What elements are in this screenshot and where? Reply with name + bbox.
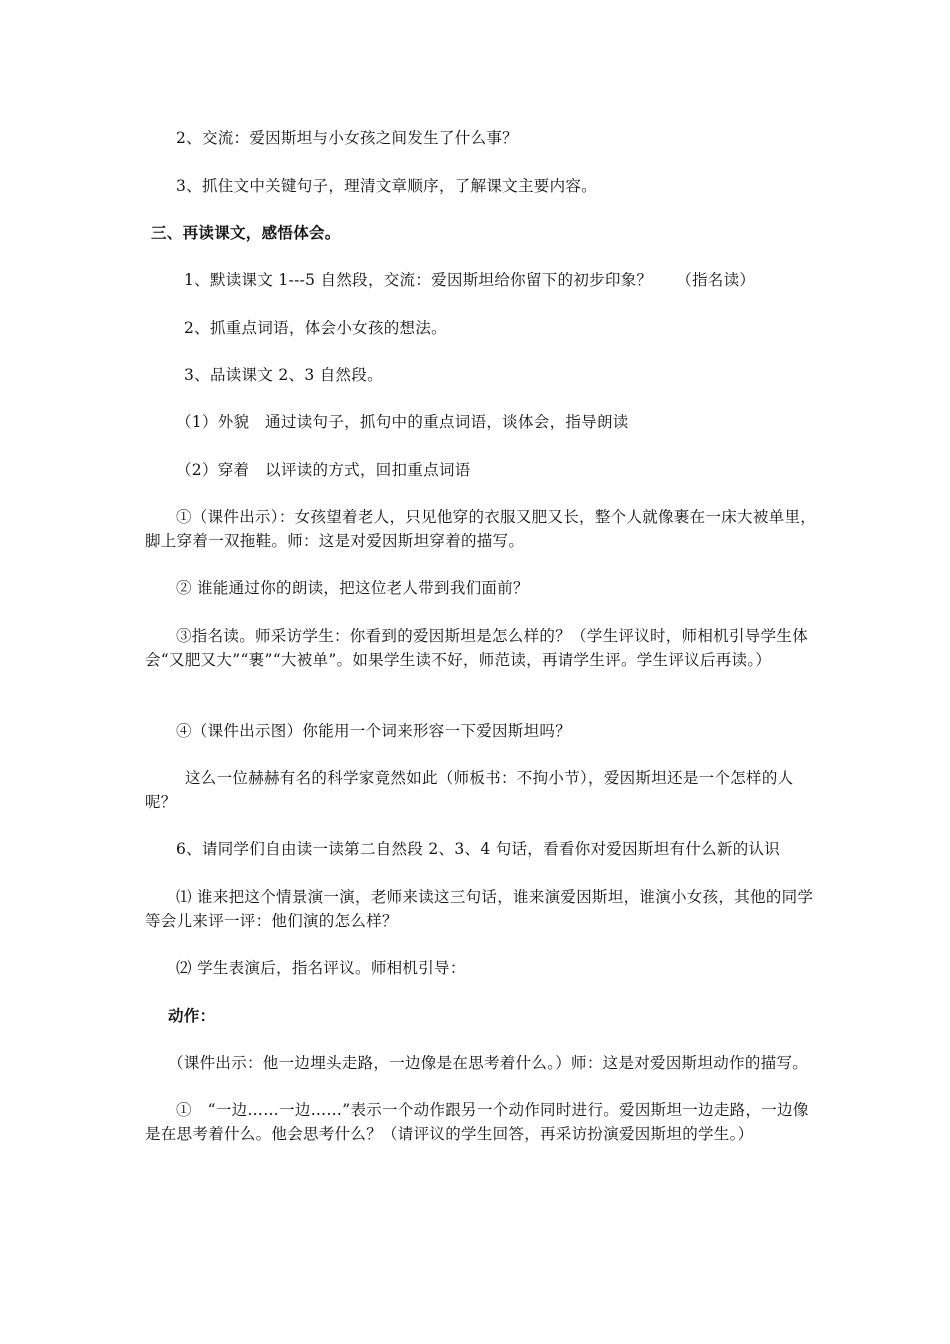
paragraph-courseware-actions: （课件出示：他一边埋头走路，一边像是在思考着什么。）师：这是对爱因斯坦动作的描写。 [168, 1054, 809, 1072]
step-2-key-words: 2、抓重点词语，体会小女孩的想法。 [184, 319, 447, 337]
paragraph-circled-1-courseware: ①（课件出示）：女孩望着老人，只见他穿的衣服又肥又长，整个人就像裹在一床大被单里，脚上穿着一双拖鞋。师：这是对爱因斯坦穿着的描写。 [145, 508, 817, 550]
paragraph-famous-scientist: 这么一位赫赫有名的科学家竟然如此（师板书：不拘小节），爱因斯坦还是一个怎样的人呢？ [145, 769, 794, 811]
item-2-clothing: （2）穿着 以评读的方式，回扣重点词语 [176, 461, 471, 479]
paragraph-circled-2-reading: ② 谁能通过你的朗读，把这位老人带到我们面前？ [176, 579, 529, 597]
step-3-key-sentences: 3、抓住文中关键句子，理清文章顺序，了解课文主要内容。 [176, 177, 597, 195]
item-1-appearance: （1）外貌 通过读句子，抓句中的重点词语，谈体会，指导朗读 [176, 413, 629, 431]
step-3-read-paragraphs: 3、品读课文 2、3 自然段。 [184, 366, 383, 384]
step-2-exchange: 2、交流：爱因斯坦与小女孩之间发生了什么事？ [176, 129, 518, 147]
section-3-heading: 三、再读课文，感悟体会。 [151, 223, 341, 242]
paragraph-circled-1-simultaneous: ① “一边……一边……”表示一个动作跟另一个动作同时进行。爱因斯坦一边走路，一边像是在思考着什么。他会思考什么？（请评议的学生回答，再采访扮演爱因斯坦的学生。） [145, 1101, 809, 1143]
paragraph-act-out-scene: ⑴ 谁来把这个情景演一演，老师来读这三句话，谁来演爱因斯坦，谁演小女孩，其他的同学等会儿来评一评：他们演的怎么样？ [145, 888, 814, 930]
paragraph-circled-4-picture: ④（课件出示图）你能用一个词来形容一下爱因斯坦吗？ [176, 722, 572, 740]
actions-heading: 动作： [168, 1006, 216, 1025]
paragraph-student-performance: ⑵ 学生表演后，指名评议。师相机引导： [176, 959, 466, 977]
step-1-silent-reading: 1、默读课文 1---5 自然段，交流：爱因斯坦给你留下的初步印象？ （指名读） [184, 271, 756, 289]
step-6-free-reading: 6、请同学们自由读一读第二自然段 2、3、4 句话，看看你对爱因斯坦有什么新的认识 [176, 840, 781, 858]
paragraph-circled-3-interview: ③指名读。师采访学生：你看到的爱因斯坦是怎么样的？（学生评议时，师相机引导学生体会“又肥又大”“裹”“大被单”。如果学生读不好，师范读，再请学生评。学生评议后再读。） [145, 627, 809, 669]
